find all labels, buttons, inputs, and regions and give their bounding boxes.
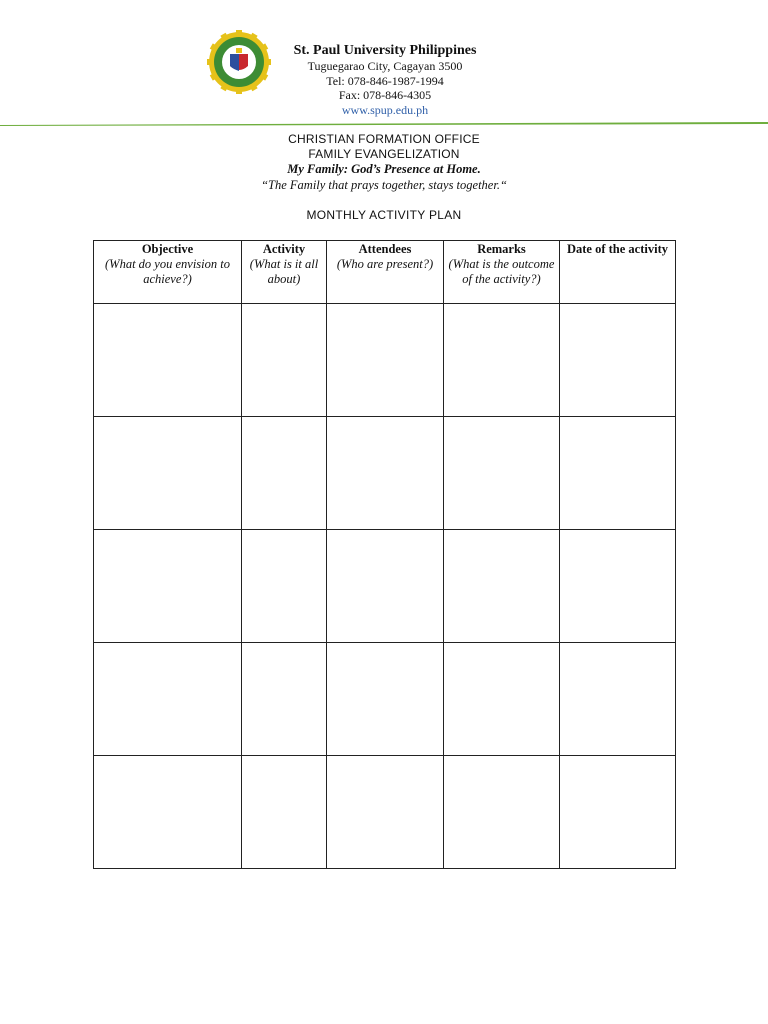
column-subheading: (What is it all about) [249,257,319,286]
remarks-cell[interactable] [444,417,560,530]
telephone: Tel: 078-846-1987-1994 [326,73,444,88]
date-cell[interactable] [560,304,676,417]
attendees-cell[interactable] [327,643,444,756]
column-attendees [327,241,444,304]
table-row [94,530,676,643]
attendees-cell[interactable] [327,530,444,643]
column-heading: Date of the activity [566,242,668,256]
office-heading [0,132,768,193]
letterhead [270,42,500,117]
objective-cell[interactable] [94,643,242,756]
program-name: FAMILY EVANGELIZATION [308,147,460,161]
remarks-cell[interactable] [444,304,560,417]
date-cell[interactable] [560,417,676,530]
attendees-cell[interactable] [327,417,444,530]
column-heading: Objective [141,242,194,256]
activity-cell[interactable] [242,756,327,869]
university-name: St. Paul University Philippines [293,43,477,58]
remarks-cell[interactable] [444,530,560,643]
theme-line: My Family: God’s Presence at Home. [287,162,481,176]
objective-cell[interactable] [94,417,242,530]
date-cell[interactable] [560,643,676,756]
remarks-cell[interactable] [444,756,560,869]
header-divider [0,121,768,126]
column-date [560,241,676,304]
attendees-cell[interactable] [327,756,444,869]
column-subheading: (What do you envision to achieve?) [105,257,230,286]
activity-cell[interactable] [242,304,327,417]
column-heading: Remarks [477,242,526,256]
seal-icon [207,30,271,94]
table-row [94,643,676,756]
table-row [94,417,676,530]
column-subheading: (What is the outcome of the activity?) [448,257,555,286]
office-name: CHRISTIAN FORMATION OFFICE [288,132,480,146]
date-cell[interactable] [560,530,676,643]
table-header-row [94,241,676,304]
date-cell[interactable] [560,756,676,869]
remarks-cell[interactable] [444,643,560,756]
column-subheading: (Who are present?) [336,257,434,271]
quote-line: “The Family that prays together, stays together.“ [261,178,507,192]
column-objective [94,241,242,304]
attendees-cell[interactable] [327,304,444,417]
objective-cell[interactable] [94,304,242,417]
fax: Fax: 078-846-4305 [338,88,432,102]
plan-title: MONTHLY ACTIVITY PLAN [306,208,462,222]
website-link[interactable]: www.spup.edu.ph [341,102,429,117]
column-heading: Attendees [358,242,412,256]
activity-cell[interactable] [242,530,327,643]
column-heading: Activity [262,242,306,256]
column-activity [242,241,327,304]
table-row [94,756,676,869]
objective-cell[interactable] [94,530,242,643]
address: Tuguegarao City, Cagayan 3500 [307,59,463,73]
objective-cell[interactable] [94,756,242,869]
activity-cell[interactable] [242,643,327,756]
activity-cell[interactable] [242,417,327,530]
activity-plan-table [93,240,676,869]
table-row [94,304,676,417]
column-remarks [444,241,560,304]
university-seal [207,30,271,94]
